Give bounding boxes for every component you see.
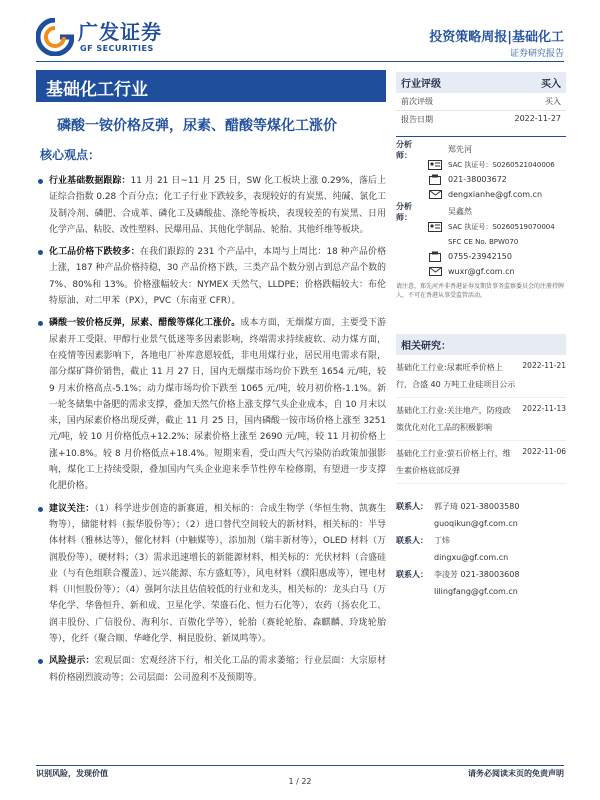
bullet-lead: 化工品价格下跌较多： xyxy=(49,247,140,258)
contact-email[interactable]: lilingfang@gf.com.cn xyxy=(434,587,518,596)
core-views xyxy=(36,146,386,692)
bullet-item xyxy=(36,244,386,309)
rating-label: 行业评级 xyxy=(401,79,441,90)
related-title[interactable]: 基础化工行业:尿素旺季价格上行，合盛 40 万吨工业硅项目公示 xyxy=(396,363,516,389)
bullet-text: 成本方面，无烟煤方面，主要受下游尿素开工受限、甲醇行业景气低迷等多因素影响，终端需求持续疲软、动力煤方面，在疫情等因素影响下，各地电厂补库意愿较低，非电用煤行业，居民用电需求有限，部分煤矿降价销售，截止 11 月 27 日，国内无烟煤市场均价下跌至 1654 元/吨，较 9 月末价格高点-5.1%；动力煤市场均价下跌至 1065 元/吨，较月初价格-1.1%。新一轮冬储集中备肥的需求支撑，叠加天然气价格上涨支撑气头企业成本，自 10 月末以来，国内尿素价格出现反弹，截止 11 月 25 日，国内磷酸一铵市场价格上涨至 3251 元/吨，较 10 月价格低点+12.2%；尿素价格上涨至 2690 元/吨，较 11 月初价格上涨+10.8%。较 8 月价格低点+18.4%。短期来看，受山西大气污染防治政策加强影响，煤化工上持续受限，叠加国内气头企业迎来季节性停车检修期，有望进一步支撑化肥价格。 xyxy=(49,318,386,492)
related-item[interactable] xyxy=(396,398,566,441)
rating-bar xyxy=(396,72,566,93)
related-item[interactable] xyxy=(396,441,566,484)
report-subtitle: 磷酸一铵价格反弹，尿素、醋酸等煤化工涨价 xyxy=(57,118,337,134)
contact-name: 郭子琦 xyxy=(434,502,458,511)
bullet-lead: 建议关注： xyxy=(49,503,95,514)
bullet-text: 11 月 21 日~11 月 25 日，SW 化工板块上涨 0.29%，落后上证综合指数 0.28 个百分点；化工子行业下跌较多，表现较好的有炭黑、纯碱、氯化工及制冷剂、磷肥、合成革、磷化工及磷酸盐、涤纶等板块，表现较差的有炭黑、日用化学产品、粘胶、改性塑料、民爆用品、其他化学制品、轮胎、其他纤维等板块。 xyxy=(49,176,386,235)
bullet-text: 在我们跟踪的 231 个产品中，本周与上周比：18 种产品价格上涨，187 种产品价格持稳，30 产品价格下跌，三类产品个数分别占到总产品个数的 7%、80%和 13%。价格涨幅较大：NYMEX 天然气，LLDPE；价格跌幅较大：布伦特原油、对二甲苯（PX），PVC（东南亚 CFR）。 xyxy=(49,247,386,307)
footer-slogan-line: 识别风险，发现价值 xyxy=(36,769,108,778)
analyst-name: 郑先河 xyxy=(448,145,472,154)
analyst-role: 分析师： xyxy=(396,201,412,222)
analyst-sfc: SFC CE No. BPW070 xyxy=(448,237,519,246)
related-date: 2022-11-21 xyxy=(522,361,566,370)
related-list xyxy=(396,355,566,484)
page-number: 1 / 22 xyxy=(288,777,312,786)
related-title[interactable]: 基础化工行业:萤石价格上行，维生素价格底部反弹 xyxy=(396,449,511,475)
sidebar xyxy=(396,72,566,600)
contact-label: 联系人： xyxy=(396,502,428,511)
report-type: 投资策略周报|基础化工 xyxy=(429,30,564,45)
bullet-text: 宏观层面：宏观经济下行，相关化工品的需求萎缩；行业层面：大宗原材料价格剧烈波动等；公司层面：公司盈利不及预期等。 xyxy=(49,656,387,683)
id-card-icon xyxy=(422,160,448,170)
logo xyxy=(36,16,166,60)
core-bullets xyxy=(36,173,386,686)
analyst-phone: 021-38003672 xyxy=(448,175,507,184)
bullet-lead: 风险提示： xyxy=(49,656,95,667)
analyst-sac: SAC 执证号：S0260521040006 xyxy=(448,160,555,169)
mail-icon xyxy=(422,267,448,276)
contacts-block xyxy=(396,498,566,600)
related-item[interactable] xyxy=(396,355,566,398)
bullet-item xyxy=(36,653,386,686)
analyst-phone: 0755-23942150 xyxy=(448,252,512,261)
phone-icon xyxy=(422,174,448,185)
bullet-lead: 行业基础数据跟踪： xyxy=(49,176,131,186)
footer-divider xyxy=(36,765,564,766)
bullet-item xyxy=(36,501,386,648)
contact-label: 联系人： xyxy=(396,570,428,579)
prev-rating-label: 前次评级 xyxy=(401,97,433,106)
phone-icon xyxy=(422,251,448,262)
logo-text-cn: 广发证券 xyxy=(78,20,162,44)
footer-disclaimer: 请务必阅读末页的免责声明 xyxy=(468,769,564,778)
report-date-row xyxy=(396,110,566,128)
related-date: 2022-11-13 xyxy=(522,404,566,413)
rating-value: 买入 xyxy=(541,79,561,90)
prev-rating-value: 买入 xyxy=(545,97,561,106)
contact-name: 丁炜 xyxy=(434,536,450,545)
contact-email[interactable]: guoqikun@gf.com.cn xyxy=(434,519,518,528)
id-card-icon xyxy=(422,222,448,232)
bullet-item xyxy=(36,315,386,494)
disclaimer-note: 请注意，郑先河并非香港证券及期货事务监察委员会的注册持牌人，不可在香港从事受监管活动。 xyxy=(396,283,565,299)
bullet-text: （1）科学进步创造的新赛道，相关标的：合成生物学（华恒生物、凯赛生物等），储能材料（振华股份等）；（2）进口替代空间较大的新材料，相关标的：半导体材料（雅林达等），催化材料（中触媒等），添加剂（瑞丰新材等），OLED 材料（万润股份等），硬材料；（3）需求迅速增长的新能源材料，相关标的：光伏材料（合盛硅业（与有色组联合覆盖）、远兴能源、东方盛虹等），风电材料（濮阳惠成等），锂电材料（川恒股份等）；（4）强阿尔法且估值较低的行业和龙头，相关标的：龙头白马（万华化学、华鲁恒升、新和成、卫星化学、荣盛石化、恒力石化等），农药（扬农化工、润丰股份、广信股份、海利尔、百傲化学等），轮胎（赛轮轮胎、森麒麟、玲珑轮胎等），化纤（聚合顺、华峰化学、桐昆股份、新凤鸣等）。 xyxy=(49,503,387,645)
report-date-label: 报告日期 xyxy=(401,115,433,124)
report-subtype: 证券研究报告 xyxy=(509,49,564,59)
analyst-role: 分析师： xyxy=(396,139,412,160)
related-title[interactable]: 基础化工行业:关注地产，防疫政策优化对化工品的积极影响 xyxy=(396,406,511,432)
logo-text-en: GF SECURITIES xyxy=(80,44,154,53)
analyst-email[interactable]: wuxr@gf.com.cn xyxy=(448,267,515,276)
analyst-block xyxy=(396,139,566,300)
title-band xyxy=(36,70,386,102)
mail-icon xyxy=(422,190,448,199)
header-divider xyxy=(36,61,564,62)
sidebar-divider xyxy=(396,136,566,137)
related-date: 2022-11-06 xyxy=(522,447,566,456)
core-heading: 核心观点： xyxy=(40,148,101,162)
analyst-name: 吴鑫然 xyxy=(448,207,472,216)
contact-phone: 021-38003608 xyxy=(460,570,520,579)
analyst-email[interactable]: dengxianhe@gf.com.cn xyxy=(448,190,543,199)
prev-rating-row xyxy=(396,93,566,110)
related-heading: 相关研究： xyxy=(396,334,566,355)
contact-email[interactable]: dingxu@gf.com.cn xyxy=(434,553,509,562)
contact-phone: 021-38003580 xyxy=(460,502,520,511)
bullet-item xyxy=(36,173,386,238)
contact-name: 李凌芳 xyxy=(434,570,458,579)
analyst-sac: SAC 执证号：S0260519070004 xyxy=(448,222,555,231)
industry-title: 基础化工行业 xyxy=(46,80,148,100)
bullet-lead: 磷酸一铵价格反弹，尿素、醋酸等煤化工涨价。 xyxy=(49,318,241,329)
gf-logo-icon xyxy=(36,18,74,56)
contact-label: 联系人： xyxy=(396,536,428,545)
report-date-value: 2022-11-27 xyxy=(514,114,561,123)
